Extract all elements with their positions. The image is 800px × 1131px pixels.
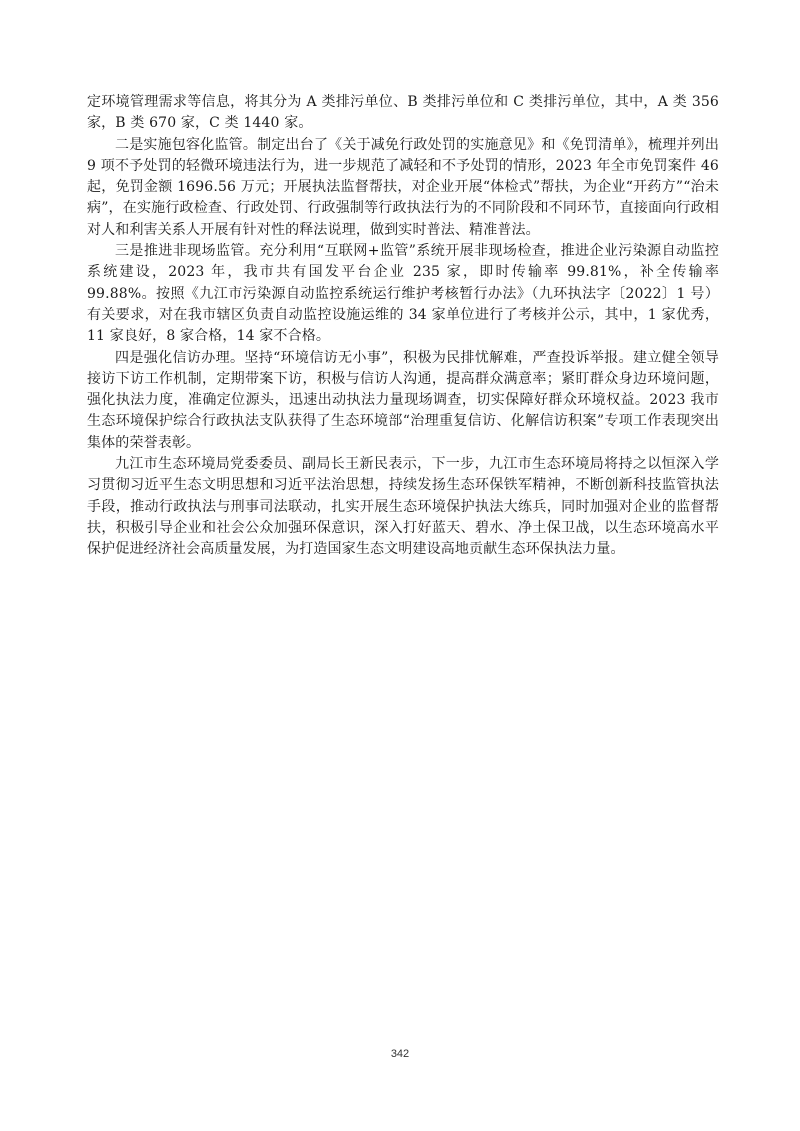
- body-text: [87, 92, 719, 561]
- paragraph-next-steps: 九江市生态环境局党委委员、副局长王新民表示，下一步，九江市生态环境局将持之以恒深入学习贯彻习近平生态文明思想和习近平法治思想，持续发扬生态环保铁军精神，不断创新科技监管执法手段，推动行政执法与刑事司法联动，扎实开展生态环境保护执法大练兵，同时加强对企业的监督帮扶，积极引导企业和社会公众加强环保意识，深入打好蓝天、碧水、净土保卫战，以生态环境高水平保护促进经济社会高质量发展，为打造国家生态文明建设高地贡献生态环保执法力量。: [87, 456, 719, 558]
- paragraph-petition-handling: 四是强化信访办理。坚持“环境信访无小事”，积极为民排忧解难，严查投诉举报。建立健全领导接访下访工作机制，定期带案下访，积极与信访人沟通，提高群众满意率；紧盯群众身边环境问题，强化执法力度，准确定位源头，迅速出动执法力量现场调查，切实保障好群众环境权益。2023 我市生态环境保护综合行政执法支队获得了生态环境部“治理重复信访、化解信访积案”专项工作表现突出集体的荣誉表彰。: [87, 349, 719, 451]
- page-number: 342: [390, 1048, 410, 1060]
- paragraph-continuation: 定环境管理需求等信息，将其分为 A 类排污单位、B 类排污单位和 C 类排污单位，其中，A 类 356 家，B 类 670 家，C 类 1440 家。: [87, 94, 719, 132]
- paragraph-inclusive-supervision: 二是实施包容化监管。制定出台了《关于减免行政处罚的实施意见》和《免罚清单》，梳理并列出 9 项不予处罚的轻微环境违法行为，进一步规范了减轻和不予处罚的情形，2023 年全市免罚案件 46 起，免罚金额 1696.56 万元；开展执法监督帮扶，对企业开展“体检式”帮扶，为企业“开药方”“治未病”，在实施行政检查、行政处罚、行政强制等行政执法行为的不同阶段和不同环节，直接面向行政相对人和利害关系人开展有针对性的释法说理，做到实时普法、精准普法。: [87, 136, 719, 238]
- paragraph-off-site-supervision: 三是推进非现场监管。充分利用“互联网+监管”系统开展非现场检查，推进企业污染源自动监控系统建设，2023 年，我市共有国发平台企业 235 家，即时传输率 99.81%，补全传输率 99.88%。按照《九江市污染源自动监控系统运行维护考核暂行办法》（九环执法字〔2022〕1 号）有关要求，对在我市辖区负责自动监控设施运维的 34 家单位进行了考核并公示，其中，1 家优秀，11 家良好，8 家合格，14 家不合格。: [87, 243, 719, 345]
